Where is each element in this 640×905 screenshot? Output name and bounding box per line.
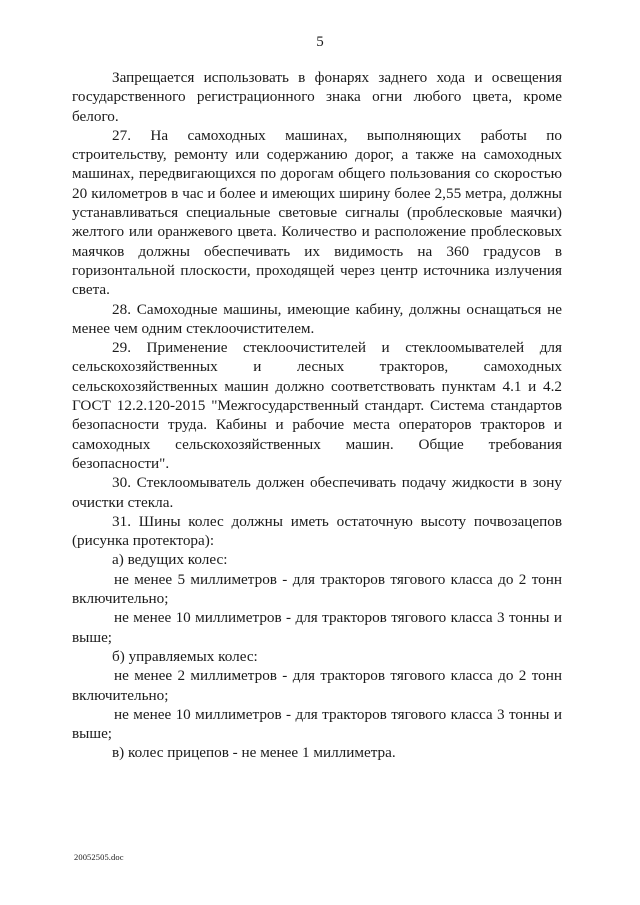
list-item-a-2: не менее 10 миллиметров - для тракторов тягового класса 3 тонны и выше; — [72, 609, 562, 646]
paragraph-27-beacons: 27. На самоходных машинах, выполняющих работы по строительству, ремонту или содержанию дорог, а также на самоходных машинах, передвигающихся по дорогам общего пользования со скоростью 20 километров в час и более и имеющих ширину более 2,55 метра, должны устанавливаться специальные световые сигналы (проблесковые маячки) желтого или оранжевого цвета. Количество и расположение проблесковых маячков должны обеспечивать их видимость на 360 градусов в горизонтальной плоскости, проходящей через центр источника излучения света. — [72, 126, 562, 299]
paragraph-lights-restriction: Запрещается использовать в фонарях заднего хода и освещения государственного регистрационного знака огни любого цвета, кроме белого. — [72, 69, 562, 125]
footer-filename: 20052505.doc — [74, 852, 124, 862]
paragraph-28-wiper: 28. Самоходные машины, имеющие кабину, должны оснащаться не менее чем одним стеклоочистителем. — [72, 300, 562, 337]
list-item-b-2: не менее 10 миллиметров - для тракторов тягового класса 3 тонны и выше; — [72, 705, 562, 743]
paragraph-29-gost: 29. Применение стеклоочистителей и стеклоомывателей для сельскохозяйственных и лесных тракторов, самоходных сельскохозяйственных машин должно соответствовать пунктам 4.1 и 4.2 ГОСТ 12.2.120-2015 "Межгосударственный стандарт. Система стандартов безопасности труда. Кабины и рабочие места операторов тракторов и самоходных сельскохозяйственных машин. Общие требования безопасности". — [72, 339, 562, 472]
paragraph-31-tires: 31. Шины колес должны иметь остаточную высоту почвозацепов (рисунка протектора): — [72, 512, 562, 550]
list-item-a-drive-wheels: а) ведущих колес: — [112, 551, 228, 569]
list-item-v-trailer-wheels: в) колес прицепов - не менее 1 миллиметра. — [112, 744, 396, 762]
page-number: 5 — [316, 34, 324, 50]
paragraph-30-washer: 30. Стеклоомыватель должен обеспечивать подачу жидкости в зону очистки стекла. — [72, 474, 562, 511]
list-item-b-1: не менее 2 миллиметров - для тракторов тягового класса до 2 тонн включительно; — [72, 667, 562, 704]
document-body — [72, 68, 562, 763]
list-item-b-steered-wheels: б) управляемых колес: — [112, 647, 258, 665]
list-item-a-1: не менее 5 миллиметров - для тракторов тягового класса до 2 тонн включительно; — [72, 570, 562, 608]
